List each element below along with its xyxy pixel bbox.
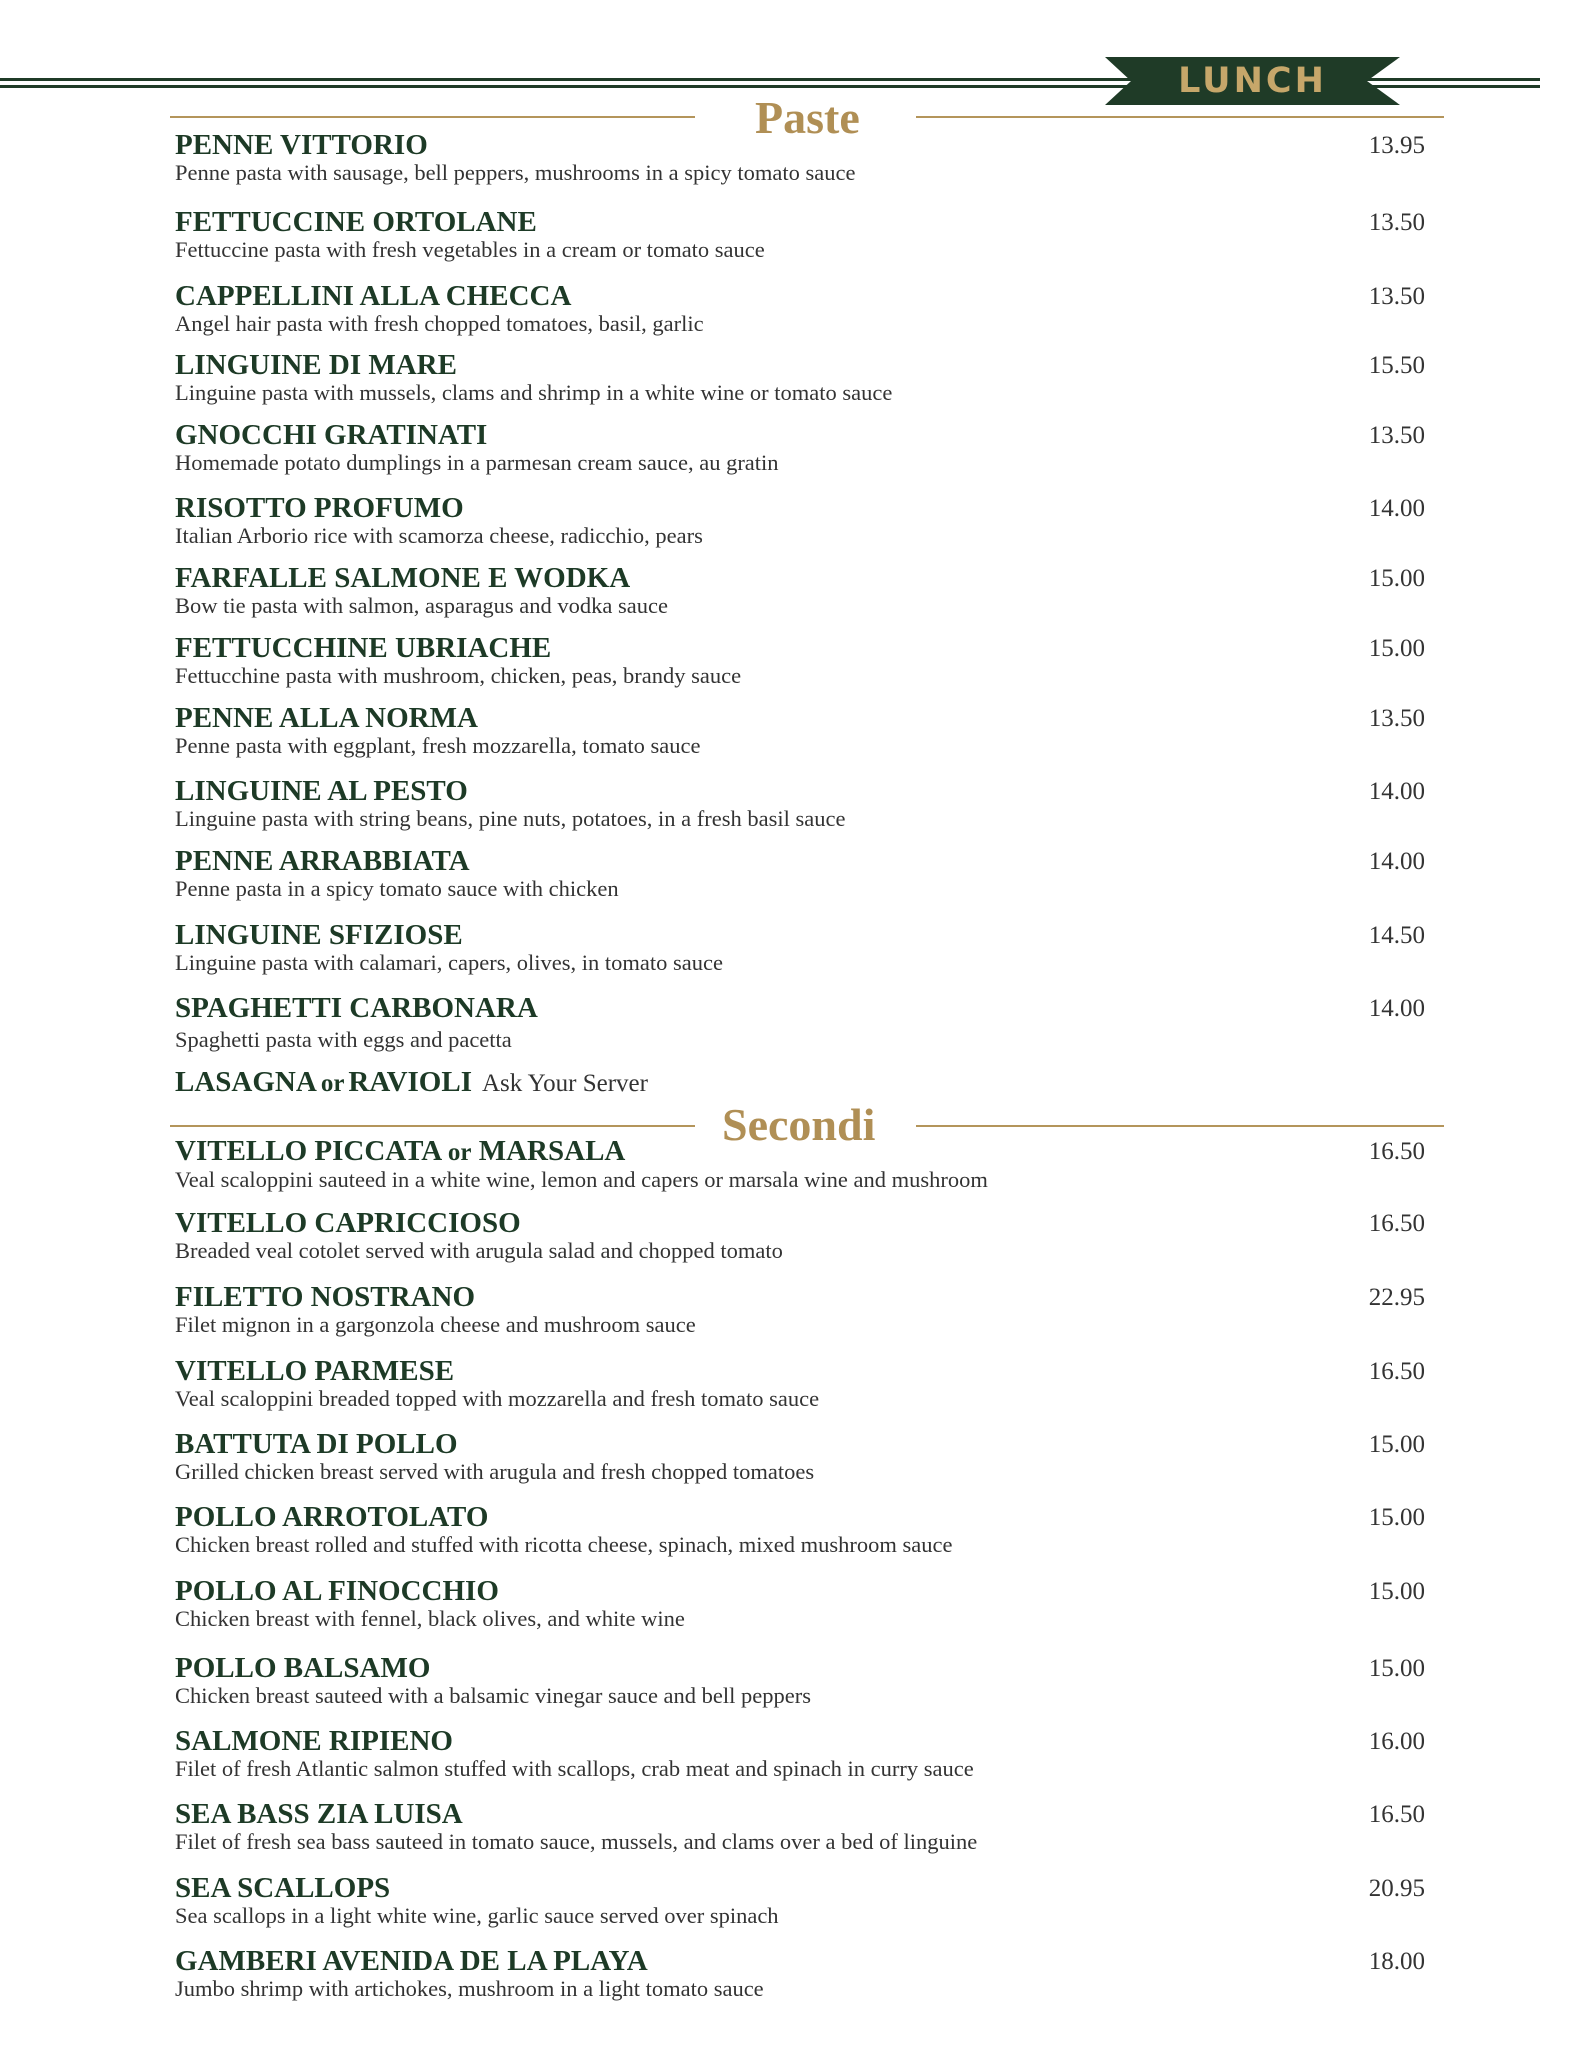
item-price: 16.50 bbox=[1368, 1358, 1425, 1385]
item-price: 20.95 bbox=[1368, 1875, 1425, 1902]
section-rule-right bbox=[916, 116, 1444, 118]
menu-item bbox=[175, 282, 1425, 337]
item-price: 13.50 bbox=[1368, 422, 1425, 449]
menu-item bbox=[175, 1947, 1425, 2002]
item-description: Veal scaloppini sauteed in a white wine, lemon and capers or marsala wine and mushroom bbox=[175, 1167, 988, 1192]
item-name: LINGUINE SFIZIOSE bbox=[175, 919, 463, 951]
item-name: GAMBERI AVENIDA DE LA PLAYA bbox=[175, 1945, 648, 1977]
item-price: 15.00 bbox=[1368, 635, 1425, 662]
menu-item bbox=[175, 1577, 1425, 1632]
menu-item bbox=[175, 1800, 1425, 1855]
item-name: PENNE ARRABBIATA bbox=[175, 845, 470, 877]
item-name: SPAGHETTI CARBONARA bbox=[175, 992, 538, 1024]
menu-item bbox=[175, 208, 1425, 263]
item-price: 16.00 bbox=[1368, 1728, 1425, 1755]
item-price: 15.00 bbox=[1368, 1431, 1425, 1458]
item-description: Italian Arborio rice with scamorza cheese, radicchio, pears bbox=[175, 523, 703, 548]
item-name: VITELLO CAPRICCIOSO bbox=[175, 1207, 521, 1239]
menu-item bbox=[175, 1357, 1425, 1412]
item-price: 15.00 bbox=[1368, 1578, 1425, 1605]
item-price: 13.50 bbox=[1368, 705, 1425, 732]
item-description: Penne pasta in a spicy tomato sauce with chicken bbox=[175, 876, 619, 901]
item-price: 14.50 bbox=[1368, 922, 1425, 949]
item-price: 14.00 bbox=[1368, 848, 1425, 875]
item-name: CAPPELLINI ALLA CHECCA bbox=[175, 280, 572, 312]
item-description: Filet mignon in a gargonzola cheese and mushroom sauce bbox=[175, 1312, 696, 1337]
menu-item bbox=[175, 564, 1425, 619]
menu-item bbox=[175, 1654, 1425, 1709]
menu-item bbox=[175, 421, 1425, 476]
item-name: FILETTO NOSTRANO bbox=[175, 1281, 476, 1313]
item-description: Grilled chicken breast served with arugula and fresh chopped tomatoes bbox=[175, 1459, 815, 1484]
item-description: Sea scallops in a light white wine, garlic sauce served over spinach bbox=[175, 1903, 779, 1928]
item-name: FETTUCCINE ORTOLANE bbox=[175, 206, 537, 238]
item-description: Bow tie pasta with salmon, asparagus and vodka sauce bbox=[175, 593, 669, 618]
section-rule-right bbox=[916, 1125, 1444, 1127]
item-name: PENNE VITTORIO bbox=[175, 129, 428, 161]
item-description: Fettuccine pasta with fresh vegetables in a cream or tomato sauce bbox=[175, 237, 765, 262]
item-description: Jumbo shrimp with artichokes, mushroom in a light tomato sauce bbox=[175, 1976, 764, 2001]
item-description: Linguine pasta with calamari, capers, olives, in tomato sauce bbox=[175, 950, 723, 975]
menu-item bbox=[175, 1874, 1425, 1929]
item-name-part: MARSALA bbox=[478, 1135, 626, 1167]
item-name: LASAGNA bbox=[175, 1066, 317, 1098]
menu-item bbox=[175, 1503, 1425, 1558]
section-rule-left bbox=[170, 116, 695, 118]
section-title-secondi: Secondi bbox=[722, 1099, 876, 1150]
item-price: 13.50 bbox=[1368, 209, 1425, 236]
item-price: 15.00 bbox=[1368, 1655, 1425, 1682]
item-name: RISOTTO PROFUMO bbox=[175, 492, 464, 524]
item-name: POLLO ARROTOLATO bbox=[175, 1501, 489, 1533]
item-price: 15.00 bbox=[1368, 565, 1425, 592]
item-name: GNOCCHI GRATINATI bbox=[175, 419, 488, 451]
item-price: 13.50 bbox=[1368, 283, 1425, 310]
menu-item bbox=[175, 1209, 1425, 1264]
item-description: Chicken breast with fennel, black olives, and white wine bbox=[175, 1606, 685, 1631]
item-name: PENNE ALLA NORMA bbox=[175, 702, 478, 734]
menu-item bbox=[175, 994, 1425, 1053]
item-name: POLLO AL FINOCCHIO bbox=[175, 1575, 499, 1607]
item-price: 16.50 bbox=[1368, 1210, 1425, 1237]
item-name-part: VITELLO PICCATA bbox=[175, 1135, 441, 1167]
item-description: Chicken breast rolled and stuffed with ricotta cheese, spinach, mixed mushroom sauce bbox=[175, 1532, 953, 1557]
banner-label: LUNCH bbox=[1178, 61, 1327, 101]
item-price: 14.00 bbox=[1368, 995, 1425, 1022]
item-name: VITELLO PARMESE bbox=[175, 1355, 455, 1387]
menu-item bbox=[175, 634, 1425, 689]
item-name: RAVIOLI bbox=[348, 1066, 472, 1098]
item-name bbox=[175, 1137, 1425, 1167]
item-description: Fettucchine pasta with mushroom, chicken, peas, brandy sauce bbox=[175, 663, 742, 688]
item-name: LINGUINE AL PESTO bbox=[175, 775, 468, 807]
menu-item bbox=[175, 1137, 1425, 1193]
item-name: SEA BASS ZIA LUISA bbox=[175, 1798, 463, 1830]
menu-item bbox=[175, 494, 1425, 549]
ask-your-server-note: Ask Your Server bbox=[481, 1070, 648, 1097]
section-title-paste: Paste bbox=[755, 92, 860, 143]
item-description: Homemade potato dumplings in a parmesan cream sauce, au gratin bbox=[175, 450, 779, 475]
item-name: BATTUTA DI POLLO bbox=[175, 1428, 458, 1460]
item-name: FARFALLE SALMONE E WODKA bbox=[175, 562, 631, 594]
item-price: 15.50 bbox=[1368, 352, 1425, 379]
menu-item bbox=[175, 131, 1425, 186]
item-description: Linguine pasta with string beans, pine nuts, potatoes, in a fresh basil sauce bbox=[175, 806, 846, 831]
item-name-connector: or bbox=[447, 1139, 472, 1166]
item-price: 16.50 bbox=[1368, 1138, 1425, 1165]
item-name: LINGUINE DI MARE bbox=[175, 349, 457, 381]
item-description: Breaded veal cotolet served with arugula salad and chopped tomato bbox=[175, 1238, 783, 1263]
menu-item bbox=[175, 921, 1425, 976]
item-name: FETTUCCHINE UBRIACHE bbox=[175, 632, 552, 664]
item-description: Angel hair pasta with fresh chopped tomatoes, basil, garlic bbox=[175, 311, 704, 336]
item-name: POLLO BALSAMO bbox=[175, 1652, 431, 1684]
item-price: 15.00 bbox=[1368, 1504, 1425, 1531]
item-price: 13.95 bbox=[1368, 132, 1425, 159]
item-price: 22.95 bbox=[1368, 1284, 1425, 1311]
item-description: Penne pasta with eggplant, fresh mozzarella, tomato sauce bbox=[175, 733, 701, 758]
menu-item bbox=[175, 847, 1425, 902]
item-description: Penne pasta with sausage, bell peppers, mushrooms in a spicy tomato sauce bbox=[175, 160, 856, 185]
item-price: 14.00 bbox=[1368, 778, 1425, 805]
item-name-connector: or bbox=[320, 1070, 345, 1097]
menu-item bbox=[175, 1283, 1425, 1338]
item-description: Linguine pasta with mussels, clams and shrimp in a white wine or tomato sauce bbox=[175, 380, 893, 405]
menu-item bbox=[175, 777, 1425, 832]
lunch-banner bbox=[1105, 57, 1400, 105]
menu-item bbox=[175, 1727, 1425, 1782]
item-description: Veal scaloppini breaded topped with mozzarella and fresh tomato sauce bbox=[175, 1386, 820, 1411]
section-rule-left bbox=[170, 1125, 695, 1127]
menu-item bbox=[175, 1430, 1425, 1485]
item-name: SEA SCALLOPS bbox=[175, 1872, 391, 1904]
item-description: Chicken breast sauteed with a balsamic vinegar sauce and bell peppers bbox=[175, 1683, 812, 1708]
item-description: Filet of fresh Atlantic salmon stuffed with scallops, crab meat and spinach in curry sauce bbox=[175, 1756, 974, 1781]
item-price: 18.00 bbox=[1368, 1948, 1425, 1975]
item-description: Filet of fresh sea bass sauteed in tomato sauce, mussels, and clams over a bed of linguine bbox=[175, 1829, 978, 1854]
item-name: SALMONE RIPIENO bbox=[175, 1725, 453, 1757]
menu-item bbox=[175, 351, 1425, 406]
menu-item-special bbox=[175, 1068, 1425, 1098]
item-price: 16.50 bbox=[1368, 1801, 1425, 1828]
item-description: Spaghetti pasta with eggs and pacetta bbox=[175, 1027, 512, 1052]
item-price: 14.00 bbox=[1368, 495, 1425, 522]
menu-item bbox=[175, 704, 1425, 759]
